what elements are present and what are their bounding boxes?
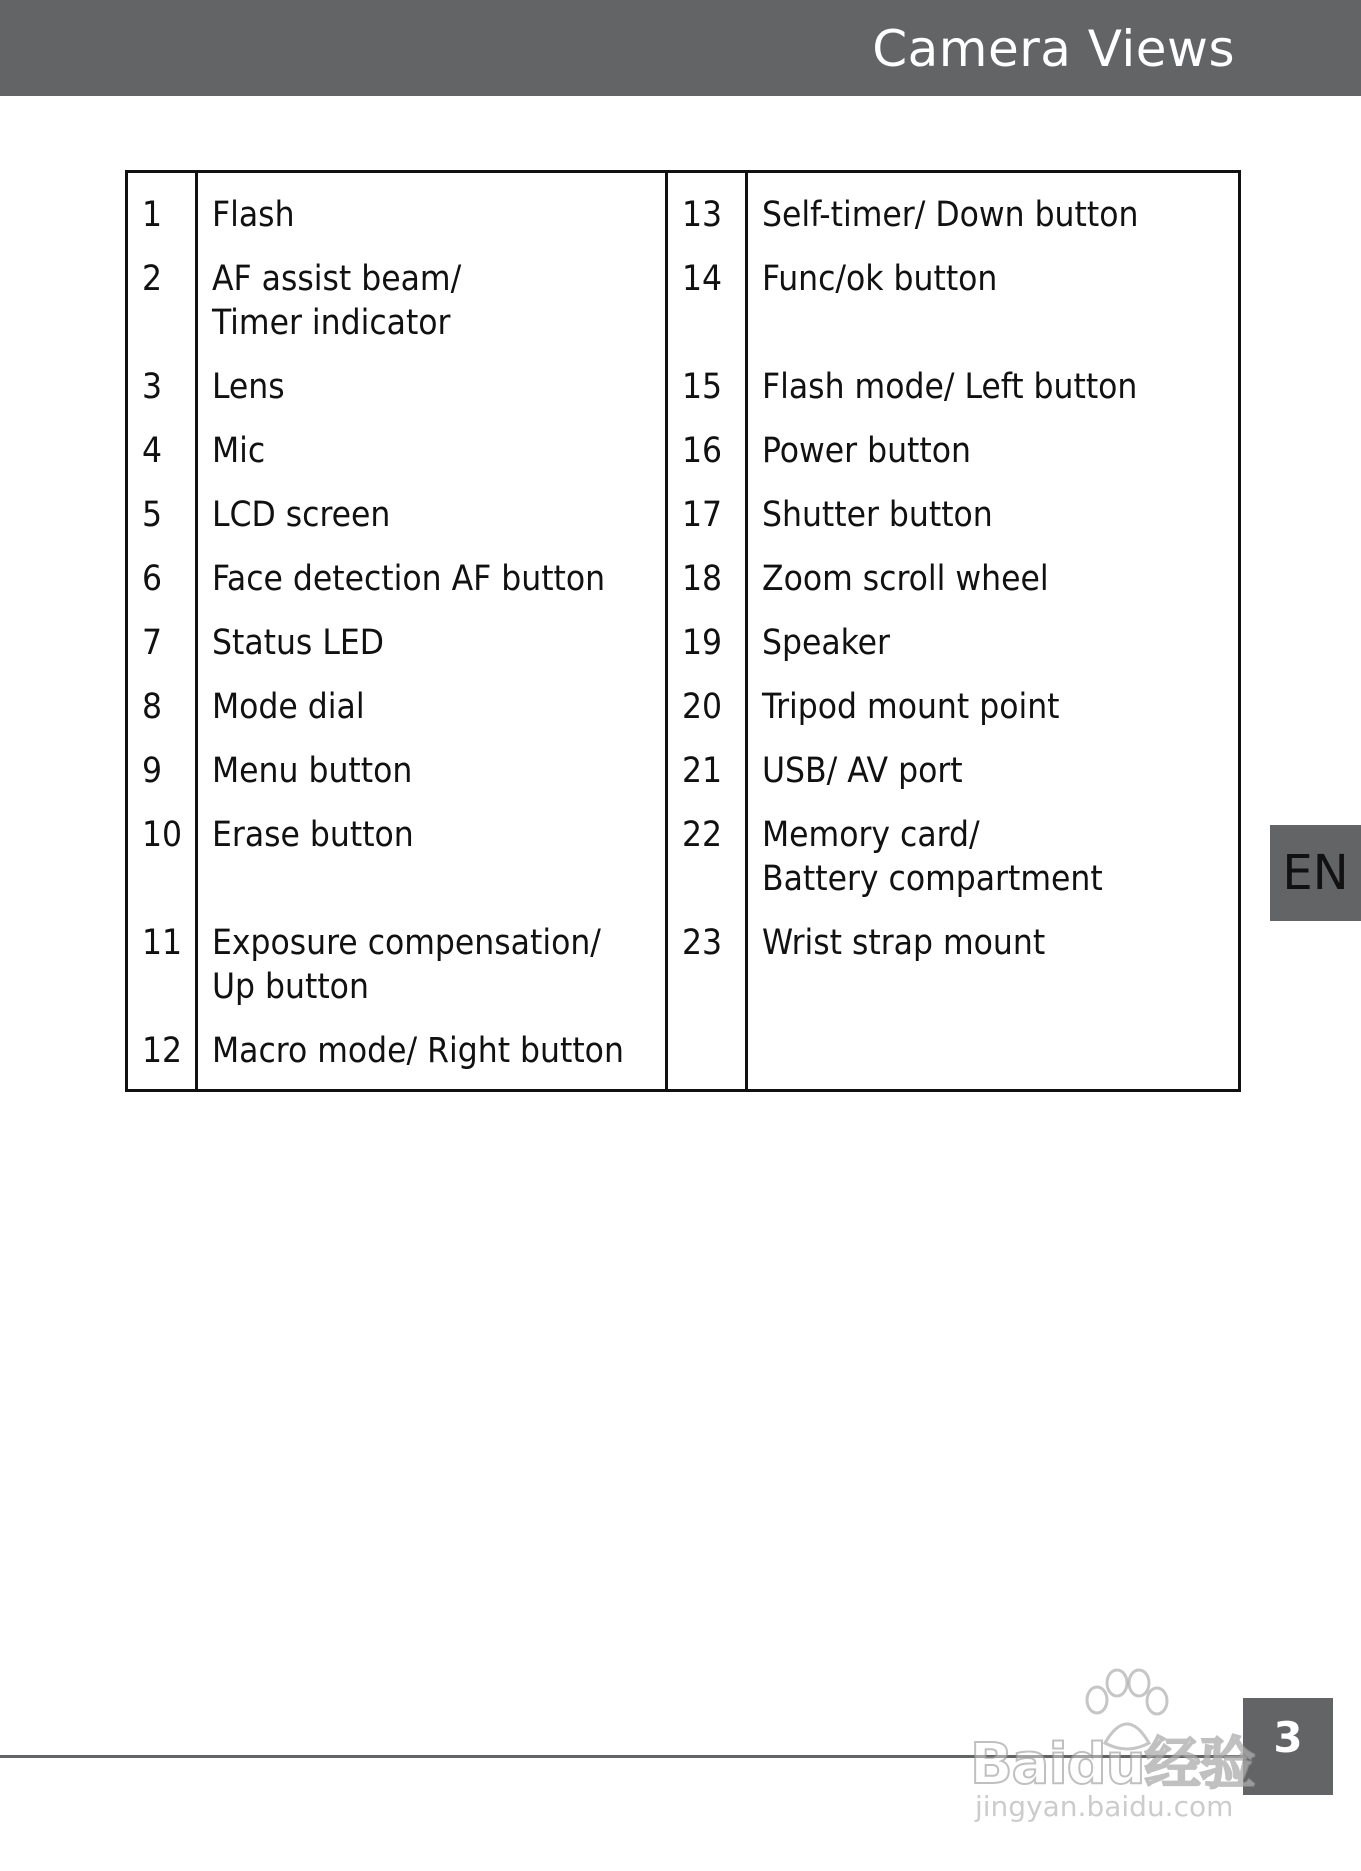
table-row [127, 681, 1240, 745]
parts-table-body [127, 172, 1240, 1091]
part-label-right: Memory card/ Battery compartment [762, 815, 1103, 899]
part-number-right: 15 [667, 361, 747, 425]
part-number-right: 16 [667, 425, 747, 489]
part-label-right: Shutter button [762, 495, 993, 535]
part-number-left: 1 [127, 189, 197, 253]
part-number-left: 4 [127, 425, 197, 489]
table-row [127, 553, 1240, 617]
part-label-right: USB/ AV port [762, 751, 963, 791]
table-row [127, 361, 1240, 425]
table-row [127, 489, 1240, 553]
part-number-right: 13 [667, 189, 747, 253]
table-row [127, 425, 1240, 489]
part-label-left: Lens [197, 361, 667, 425]
part-number-left: 8 [127, 681, 197, 745]
camera-parts-table [125, 170, 1241, 1092]
part-label-left: AF assist beam/ Timer indicator [197, 253, 667, 361]
part-number-left: 12 [127, 1025, 197, 1091]
part-number-left: 3 [127, 361, 197, 425]
part-number-left: 9 [127, 745, 197, 809]
part-label-right: Power button [762, 431, 971, 471]
watermark-brand: Baidu经验 [970, 1732, 1255, 1797]
table-row [127, 189, 1240, 253]
part-label-right: Flash mode/ Left button [762, 367, 1138, 407]
header-bar [0, 0, 1361, 96]
part-label-left: Menu button [197, 745, 667, 809]
part-label-right: Tripod mount point [762, 687, 1060, 727]
table-row [127, 617, 1240, 681]
part-label-right: Wrist strap mount [762, 923, 1046, 963]
table-row [127, 917, 1240, 1025]
part-label-left: Flash [197, 189, 667, 253]
table-row [127, 253, 1240, 361]
part-number-left: 2 [127, 253, 197, 361]
part-label-right: Self-timer/ Down button [762, 195, 1139, 235]
part-label-left: Erase button [197, 809, 667, 917]
watermark-url: jingyan.baidu.com [975, 1790, 1234, 1823]
baidu-watermark [965, 1665, 1285, 1825]
part-number-right: 14 [667, 253, 747, 361]
part-label-left: Macro mode/ Right button [197, 1025, 667, 1091]
page-title: Camera Views [872, 20, 1235, 78]
table-row [127, 745, 1240, 809]
part-label-left: Face detection AF button [197, 553, 667, 617]
part-label-left: Mode dial [197, 681, 667, 745]
part-label-right [747, 1025, 1240, 1091]
part-number-right: 17 [667, 489, 747, 553]
part-label-left: Status LED [197, 617, 667, 681]
part-number-right: 21 [667, 745, 747, 809]
part-label-left: LCD screen [197, 489, 667, 553]
table-row [127, 809, 1240, 917]
part-number-left: 6 [127, 553, 197, 617]
part-label-left: Exposure compensation/ Up button [197, 917, 667, 1025]
part-label-left: Mic [197, 425, 667, 489]
part-number-left: 10 [127, 809, 197, 917]
part-number-left: 5 [127, 489, 197, 553]
part-number-right: 20 [667, 681, 747, 745]
part-number-right: 23 [667, 917, 747, 1025]
part-label-right: Speaker [762, 623, 890, 663]
part-number-left: 11 [127, 917, 197, 1025]
part-label-right: Zoom scroll wheel [762, 559, 1049, 599]
part-number-right: 19 [667, 617, 747, 681]
footer-divider [0, 1755, 1245, 1758]
part-number-left: 7 [127, 617, 197, 681]
paw-logo-icon [1075, 1665, 1175, 1755]
page-number: 3 [1243, 1698, 1333, 1795]
part-number-right: 18 [667, 553, 747, 617]
part-number-right [667, 1025, 747, 1091]
table-row [127, 1025, 1240, 1091]
part-label-right: Func/ok button [762, 259, 998, 299]
language-tab: EN [1270, 825, 1361, 921]
part-number-right: 22 [667, 809, 747, 917]
